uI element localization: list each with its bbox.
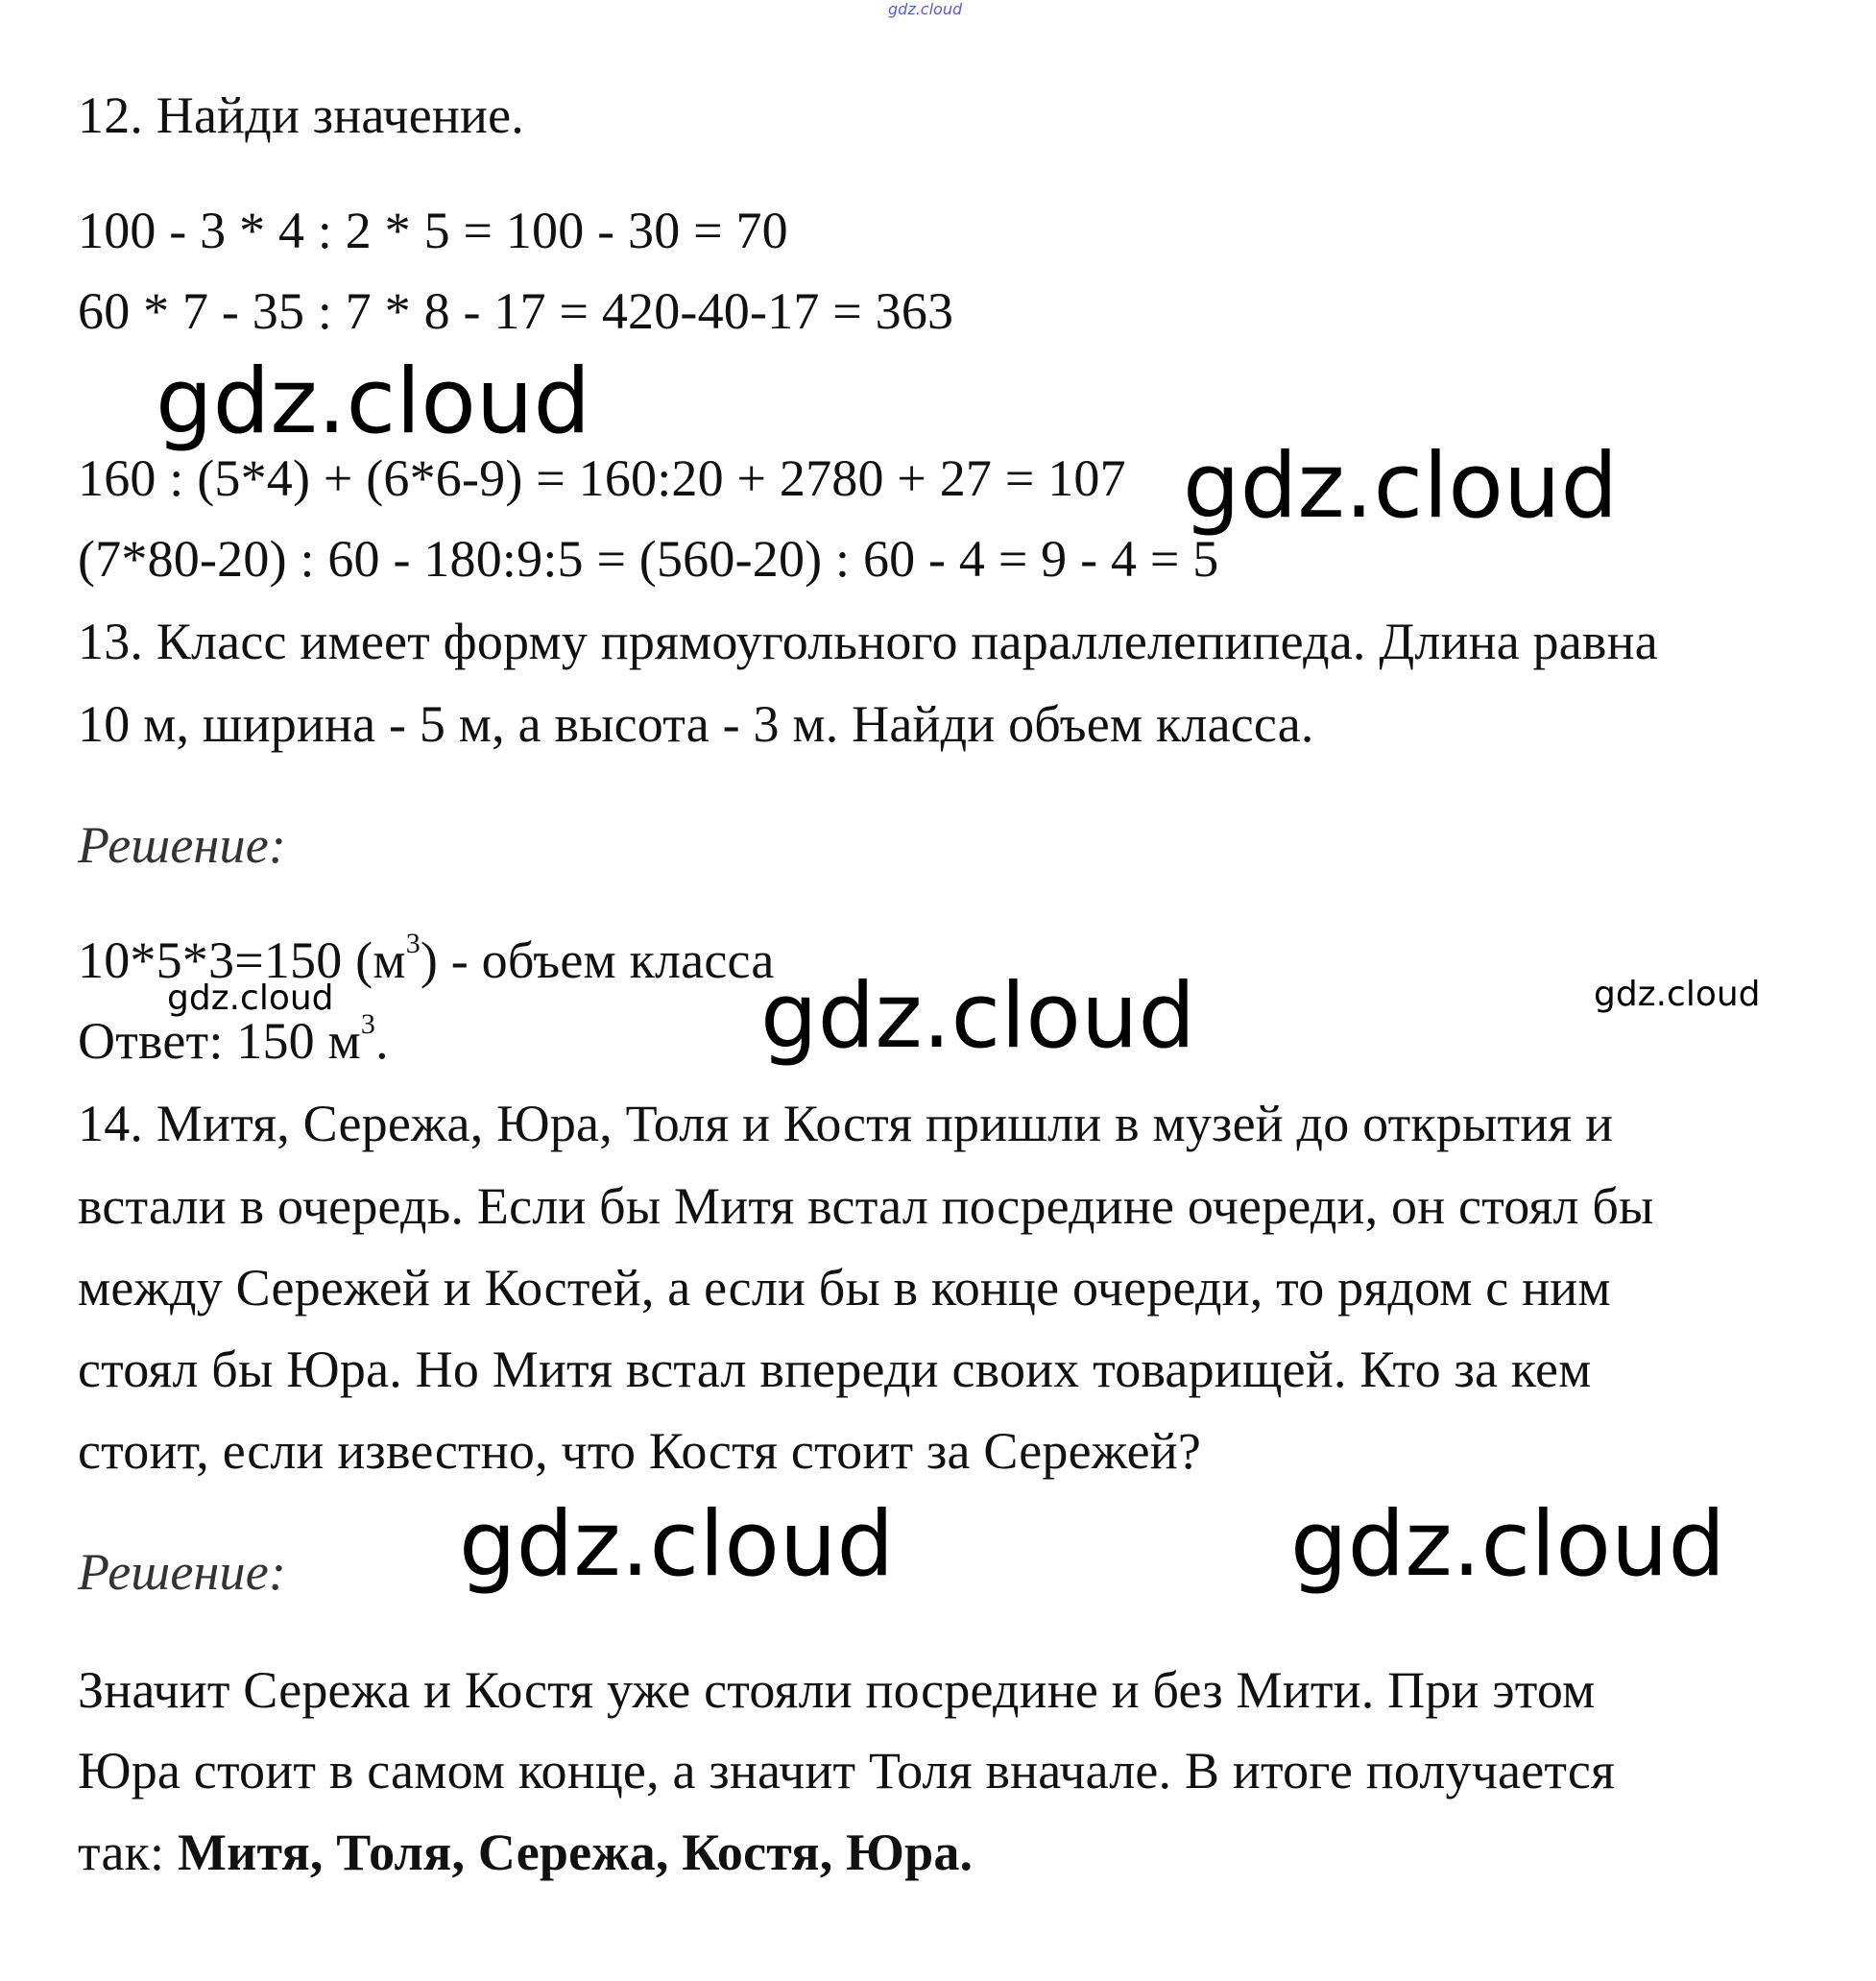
task-13-line-1: 13. Класс имеет форму прямоугольного параллелепипеда. Длина равна <box>78 613 1658 670</box>
task-13-answer <box>78 1010 389 1072</box>
task-14-solution-label: Решение: <box>78 1543 287 1601</box>
task-14-solution-line-1: Значит Сережа и Костя уже стояли посредине и без Мити. При этом <box>78 1661 1596 1719</box>
task-14-line-3: между Сережей и Костей, а если бы в конце очереди, то рядом с ним <box>78 1259 1611 1317</box>
watermark-3: gdz.cloud <box>167 978 334 1018</box>
task-12-line-3: 160 : (5*4) + (6*6-9) = 160:20 + 2780 + 27 = 107 <box>78 449 1126 507</box>
task-13-answer-exponent: 3 <box>360 1008 376 1040</box>
task-14-line-4: стоял бы Юра. Но Митя встал впереди своих товарищей. Кто за кем <box>78 1341 1592 1398</box>
task-12-line-1: 100 - 3 * 4 : 2 * 5 = 100 - 30 = 70 <box>78 202 788 259</box>
watermark-1: gdz.cloud <box>156 350 591 454</box>
task-12-title: 12. Найди значение. <box>78 86 524 144</box>
task-13-solution-tail: ) - объем класса <box>420 931 775 989</box>
watermark-6: gdz.cloud <box>459 1492 895 1597</box>
watermark-7: gdz.cloud <box>1290 1492 1726 1597</box>
task-13-answer-tail: . <box>375 1012 389 1070</box>
task-14-line-1: 14. Митя, Сережа, Юра, Толя и Костя пришли в музей до открытия и <box>78 1095 1614 1152</box>
header-watermark: gdz.cloud <box>888 0 963 18</box>
watermark-2: gdz.cloud <box>1183 434 1619 539</box>
task-13-answer-text: Ответ: 150 м <box>78 1012 361 1070</box>
task-13-line-2: 10 м, ширина - 5 м, а высота - 3 м. Найди объем класса. <box>78 695 1314 753</box>
task-14-solution-line-2: Юра стоит в самом конце, а значит Толя вначале. В итоге получается <box>78 1742 1616 1800</box>
watermark-4: gdz.cloud <box>760 964 1196 1069</box>
task-13-solution-label: Решение: <box>78 816 287 874</box>
task-14-final-prefix: так: <box>78 1824 178 1881</box>
watermark-5: gdz.cloud <box>1594 975 1761 1014</box>
task-14-line-5: стоит, если известно, что Костя стоит за Сережей? <box>78 1422 1202 1480</box>
task-12-line-2: 60 * 7 - 35 : 7 * 8 - 17 = 420-40-17 = 363 <box>78 282 954 340</box>
task-14-final-answer <box>78 1822 973 1883</box>
task-13-solution-text: 10*5*3=150 (м <box>78 931 406 989</box>
task-12-line-4: (7*80-20) : 60 - 180:9:5 = (560-20) : 60 - 4 = 9 - 4 = 5 <box>78 530 1219 588</box>
task-14-final-names: Митя, Толя, Сережа, Костя, Юра. <box>177 1824 974 1881</box>
task-13-solution-exponent: 3 <box>405 928 421 959</box>
task-14-line-2: встали в очередь. Если бы Митя встал посредине очереди, он стоял бы <box>78 1177 1654 1235</box>
